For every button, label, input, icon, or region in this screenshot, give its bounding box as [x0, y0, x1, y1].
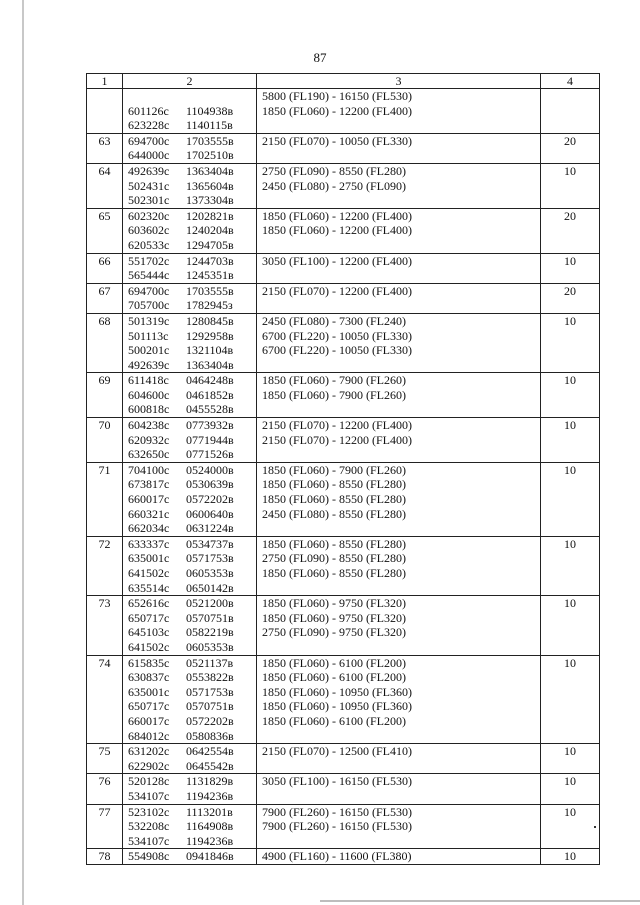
altitude-ranges-cell	[257, 163, 541, 208]
latitude-code: 601126c	[128, 103, 169, 118]
latitude-code: 641502c	[128, 566, 170, 580]
longitude-code: 0521200в	[186, 596, 234, 611]
longitude-code: 1373304в	[186, 193, 234, 208]
latitude-code: 603602c	[128, 223, 170, 238]
longitude-code: 1365604в	[186, 178, 234, 193]
longitude-code: 1702510в	[186, 148, 234, 163]
row-number	[87, 89, 123, 134]
row-number: 65	[87, 208, 123, 253]
altitude-range: 2750 (FL090) - 8550 (FL280)	[262, 163, 406, 178]
latitude-code: 501319c	[128, 313, 170, 328]
altitude-range: 1850 (FL060) - 9750 (FL320)	[262, 596, 406, 611]
altitude-ranges-cell	[257, 253, 541, 283]
point-code-line	[128, 834, 256, 849]
altitude-range: 1850 (FL060) - 8550 (FL280)	[262, 536, 406, 551]
latitude-code: 600818c	[128, 402, 170, 417]
point-codes-cell	[123, 253, 257, 283]
altitude-range: 2150 (FL070) - 12200 (FL400)	[262, 283, 412, 298]
latitude-code: 673817c	[128, 477, 170, 492]
latitude-code: 650717c	[128, 610, 170, 625]
row-value: 10	[541, 462, 600, 536]
altitude-range: 6700 (FL220) - 10050 (FL330)	[262, 328, 412, 343]
row-value: 10	[541, 596, 600, 655]
altitude-range: 1850 (FL060) - 12200 (FL400)	[262, 208, 412, 223]
latitude-code: 615835c	[128, 655, 170, 670]
longitude-code: 1245351в	[186, 268, 234, 283]
longitude-code: 0773932в	[186, 418, 234, 433]
row-number: 73	[87, 596, 123, 655]
altitude-ranges-cell	[257, 744, 541, 774]
row-number: 63	[87, 133, 123, 163]
header-col-4: 4	[541, 74, 600, 89]
row-value	[541, 89, 600, 134]
altitude-range: 1850 (FL060) - 8550 (FL280)	[262, 477, 406, 492]
point-codes-cell	[123, 462, 257, 536]
table-row	[87, 774, 600, 804]
longitude-code: 1131829в	[186, 774, 234, 789]
latitude-code: 620533c	[128, 237, 170, 252]
latitude-code: 630837c	[128, 670, 170, 685]
longitude-code: 1240204в	[186, 223, 234, 238]
altitude-ranges-cell	[257, 804, 541, 849]
latitude-code: 632650c	[128, 447, 170, 462]
point-code-line	[128, 104, 256, 119]
row-number: 78	[87, 849, 123, 865]
point-code-line	[128, 625, 256, 640]
latitude-code: 565444c	[128, 268, 170, 283]
altitude-range: 1850 (FL060) - 10950 (FL360)	[262, 684, 412, 699]
point-code-line	[128, 164, 256, 179]
longitude-code: 0605353в	[186, 639, 234, 654]
longitude-code: 1194236в	[186, 788, 234, 803]
longitude-code: 1194236в	[186, 833, 234, 848]
point-code-line	[128, 343, 256, 358]
table-row	[87, 418, 600, 463]
point-codes-cell	[123, 313, 257, 372]
point-code-line	[128, 447, 256, 462]
longitude-code: 1104938в	[186, 103, 234, 118]
point-code-line	[128, 492, 256, 507]
longitude-code: 1363404в	[186, 357, 234, 372]
point-code-line	[128, 744, 256, 759]
longitude-code: 1703555в	[186, 133, 234, 148]
route-table	[86, 73, 600, 865]
point-code-line	[128, 463, 256, 478]
longitude-code: 0582219в	[186, 625, 234, 640]
point-code-line	[128, 314, 256, 329]
row-value: 10	[541, 849, 600, 865]
latitude-code: 684012c	[128, 728, 170, 743]
table-row	[87, 804, 600, 849]
row-number: 72	[87, 536, 123, 595]
altitude-range: 1850 (FL060) - 12200 (FL400)	[262, 103, 412, 118]
latitude-code: 604600c	[128, 387, 170, 402]
altitude-ranges-cell	[257, 849, 541, 865]
point-code-line	[128, 849, 256, 864]
table-row	[87, 536, 600, 595]
longitude-code: 0605353в	[186, 566, 234, 580]
latitude-code: 520128c	[128, 774, 170, 789]
latitude-code: 501113c	[128, 328, 169, 343]
table-row	[87, 849, 600, 865]
row-number: 67	[87, 283, 123, 313]
point-code-line	[128, 388, 256, 403]
point-codes-cell	[123, 774, 257, 804]
altitude-range: 1850 (FL060) - 7900 (FL260)	[262, 387, 406, 402]
row-number: 77	[87, 804, 123, 849]
point-code-line	[128, 759, 256, 774]
longitude-code: 1321104в	[186, 343, 234, 358]
latitude-code: 551702c	[128, 253, 170, 268]
latitude-code: 492639c	[128, 357, 170, 372]
altitude-range: 2750 (FL090) - 8550 (FL280)	[262, 551, 406, 566]
point-codes-cell	[123, 744, 257, 774]
point-codes-cell	[123, 536, 257, 595]
longitude-code: 0941846в	[186, 849, 234, 864]
latitude-code: 660017c	[128, 713, 170, 728]
table-row	[87, 133, 600, 163]
header-col-3: 3	[257, 74, 541, 89]
altitude-range: 6700 (FL220) - 10050 (FL330)	[262, 343, 412, 358]
altitude-range: 1850 (FL060) - 12200 (FL400)	[262, 223, 412, 238]
longitude-code: 0572202в	[186, 713, 234, 728]
page-number: 87	[313, 50, 327, 65]
point-code-line	[128, 402, 256, 417]
altitude-range: 5800 (FL190) - 16150 (FL530)	[262, 89, 412, 103]
altitude-range: 1850 (FL060) - 6100 (FL200)	[262, 713, 406, 728]
table-row	[87, 163, 600, 208]
row-value: 10	[541, 418, 600, 463]
row-value: 20	[541, 208, 600, 253]
point-code-line	[128, 537, 256, 552]
point-code-line	[128, 148, 256, 163]
point-code-line	[128, 89, 256, 104]
longitude-code: 0455528в	[186, 402, 234, 417]
longitude-code: 1164908в	[186, 819, 234, 834]
longitude-code: 0580836в	[186, 728, 234, 743]
latitude-code: 604238c	[128, 418, 170, 433]
point-code-line	[128, 611, 256, 626]
point-codes-cell	[123, 655, 257, 744]
row-value: 10	[541, 536, 600, 595]
latitude-code: 502301c	[128, 193, 170, 208]
point-codes-cell	[123, 163, 257, 208]
latitude-code: 631202c	[128, 744, 170, 759]
longitude-code: 0553822в	[186, 670, 234, 685]
latitude-code: 523102c	[128, 804, 170, 819]
point-code-line	[128, 670, 256, 685]
table-row	[87, 655, 600, 744]
latitude-code: 611418c	[128, 373, 169, 388]
altitude-ranges-cell	[257, 655, 541, 744]
latitude-code: 534107c	[128, 833, 170, 848]
latitude-code: 652616c	[128, 596, 170, 611]
point-code-line	[128, 581, 256, 596]
longitude-code: 0570751в	[186, 610, 234, 625]
point-codes-cell	[123, 849, 257, 865]
point-codes-cell	[123, 596, 257, 655]
point-codes-cell	[123, 283, 257, 313]
point-codes-cell	[123, 418, 257, 463]
longitude-code: 0645542в	[186, 758, 234, 773]
scan-edge-left	[22, 0, 24, 905]
point-code-line	[128, 268, 256, 283]
longitude-code: 1294705в	[186, 237, 234, 252]
point-code-line	[128, 223, 256, 238]
latitude-code: 635001c	[128, 551, 170, 566]
table-row	[87, 283, 600, 313]
row-value: 10	[541, 744, 600, 774]
point-codes-cell	[123, 89, 257, 134]
point-code-line	[128, 238, 256, 253]
altitude-range: 3050 (FL100) - 12200 (FL400)	[262, 253, 412, 268]
altitude-ranges-cell	[257, 774, 541, 804]
altitude-range: 1850 (FL060) - 9750 (FL320)	[262, 610, 406, 625]
longitude-code: 1244703в	[186, 253, 234, 268]
latitude-code: 622902c	[128, 758, 170, 773]
longitude-code: 1113201в	[186, 804, 233, 819]
altitude-ranges-cell	[257, 89, 541, 134]
header-col-1: 1	[87, 74, 123, 89]
table-row	[87, 208, 600, 253]
row-number: 75	[87, 744, 123, 774]
row-number: 66	[87, 253, 123, 283]
point-code-line	[128, 209, 256, 224]
row-number: 76	[87, 774, 123, 804]
header-col-2: 2	[123, 74, 257, 89]
longitude-code: 0642554в	[186, 744, 234, 759]
longitude-code: 0600640в	[186, 506, 234, 521]
point-code-line	[128, 805, 256, 820]
altitude-range: 2150 (FL070) - 10050 (FL330)	[262, 133, 412, 148]
point-code-line	[128, 284, 256, 299]
latitude-code: 623228c	[128, 118, 170, 133]
table-row	[87, 313, 600, 372]
point-code-line	[128, 596, 256, 611]
row-value: 20	[541, 133, 600, 163]
altitude-range: 1850 (FL060) - 7900 (FL260)	[262, 462, 406, 477]
altitude-range: 1850 (FL060) - 10950 (FL360)	[262, 699, 412, 714]
latitude-code: 502431c	[128, 178, 170, 193]
point-code-line	[128, 774, 256, 789]
point-code-line	[128, 254, 256, 269]
longitude-code: 0771944в	[186, 432, 234, 447]
latitude-code: 620932c	[128, 432, 170, 447]
longitude-code: 0530639в	[186, 477, 234, 492]
altitude-ranges-cell	[257, 133, 541, 163]
stray-mark	[594, 826, 596, 828]
altitude-range: 1850 (FL060) - 6100 (FL200)	[262, 670, 406, 685]
longitude-code: 0571753в	[186, 551, 234, 566]
point-code-line	[128, 656, 256, 671]
point-code-line	[128, 685, 256, 700]
altitude-range: 3050 (FL100) - 16150 (FL530)	[262, 774, 412, 789]
altitude-range: 1850 (FL060) - 7900 (FL260)	[262, 373, 406, 388]
altitude-ranges-cell	[257, 373, 541, 418]
row-value: 10	[541, 373, 600, 418]
row-value: 20	[541, 283, 600, 313]
altitude-range: 1850 (FL060) - 8550 (FL280)	[262, 492, 406, 507]
latitude-code: 660321c	[128, 506, 170, 521]
latitude-code: 635001c	[128, 684, 170, 699]
latitude-code: 492639c	[128, 163, 170, 178]
row-value: 10	[541, 655, 600, 744]
longitude-code: 0461852в	[186, 387, 234, 402]
longitude-code: 0771526в	[186, 447, 234, 462]
table-row	[87, 462, 600, 536]
row-number: 71	[87, 462, 123, 536]
longitude-code: 1292958в	[186, 328, 234, 343]
row-number: 69	[87, 373, 123, 418]
longitude-code: 1782945з	[186, 298, 233, 313]
longitude-code: 0570751в	[186, 699, 234, 714]
longitude-code: 1202821в	[186, 208, 234, 223]
point-code-line	[128, 179, 256, 194]
longitude-code: 0572202в	[186, 492, 234, 507]
table-body	[87, 89, 600, 865]
point-code-line	[128, 551, 256, 566]
point-codes-cell	[123, 208, 257, 253]
point-code-line	[128, 507, 256, 522]
point-code-line	[128, 118, 256, 133]
row-value: 10	[541, 163, 600, 208]
altitude-range: 4900 (FL160) - 11600 (FL380)	[262, 849, 412, 864]
longitude-code: 0521137в	[186, 655, 234, 670]
point-code-line	[128, 789, 256, 804]
point-codes-cell	[123, 133, 257, 163]
latitude-code: 705700c	[128, 298, 170, 313]
row-number: 64	[87, 163, 123, 208]
row-value: 10	[541, 313, 600, 372]
point-code-line	[128, 193, 256, 208]
latitude-code: 602320c	[128, 208, 170, 223]
latitude-code: 633337c	[128, 536, 170, 551]
header-row	[87, 74, 600, 89]
latitude-code: 532208c	[128, 819, 170, 834]
latitude-code: 500201c	[128, 343, 170, 358]
altitude-range: 1850 (FL060) - 6100 (FL200)	[262, 655, 406, 670]
point-code-line	[128, 729, 256, 744]
row-value: 10	[541, 253, 600, 283]
row-number: 74	[87, 655, 123, 744]
longitude-code: 1140115в	[186, 118, 233, 133]
longitude-code: 1363404в	[186, 163, 234, 178]
altitude-range: 2750 (FL090) - 9750 (FL320)	[262, 625, 406, 640]
altitude-range: 2150 (FL070) - 12200 (FL400)	[262, 418, 412, 433]
row-number: 70	[87, 418, 123, 463]
latitude-code: 534107c	[128, 788, 170, 803]
point-code-line	[128, 819, 256, 834]
latitude-code: 635514c	[128, 580, 170, 595]
latitude-code: 554908c	[128, 849, 170, 864]
longitude-code: 0534737в	[186, 536, 234, 551]
point-code-line	[128, 699, 256, 714]
point-code-line	[128, 566, 256, 581]
longitude-code: 0524000в	[186, 462, 234, 477]
point-codes-cell	[123, 373, 257, 418]
row-number: 68	[87, 313, 123, 372]
table-row	[87, 89, 600, 134]
altitude-range: 2450 (FL080) - 7300 (FL240)	[262, 313, 406, 328]
latitude-code: 694700c	[128, 133, 170, 148]
longitude-code: 0464248в	[186, 373, 234, 388]
point-codes-cell	[123, 804, 257, 849]
point-code-line	[128, 477, 256, 492]
altitude-ranges-cell	[257, 596, 541, 655]
point-code-line	[128, 373, 256, 388]
altitude-ranges-cell	[257, 313, 541, 372]
latitude-code: 644000c	[128, 148, 170, 163]
latitude-code: 660017c	[128, 492, 170, 507]
altitude-range: 2150 (FL070) - 12500 (FL410)	[262, 744, 412, 759]
altitude-range: 7900 (FL260) - 16150 (FL530)	[262, 819, 412, 834]
point-code-line	[128, 134, 256, 149]
longitude-code: 1280845в	[186, 313, 234, 328]
longitude-code: 0650142в	[186, 580, 234, 595]
table-row	[87, 373, 600, 418]
table-row	[87, 596, 600, 655]
point-code-line	[128, 640, 256, 655]
altitude-ranges-cell	[257, 418, 541, 463]
point-code-line	[128, 714, 256, 729]
point-code-line	[128, 358, 256, 373]
latitude-code: 662034c	[128, 521, 170, 536]
longitude-code: 0631224в	[186, 521, 234, 536]
longitude-code: 0571753в	[186, 684, 234, 699]
altitude-range: 1850 (FL060) - 8550 (FL280)	[262, 566, 406, 580]
point-code-line	[128, 433, 256, 448]
point-code-line	[128, 418, 256, 433]
longitude-code: 1703555в	[186, 283, 234, 298]
altitude-ranges-cell	[257, 462, 541, 536]
altitude-ranges-cell	[257, 283, 541, 313]
point-code-line	[128, 298, 256, 313]
altitude-range: 7900 (FL260) - 16150 (FL530)	[262, 804, 412, 819]
altitude-range: 2450 (FL080) - 8550 (FL280)	[262, 506, 406, 521]
row-value: 10	[541, 804, 600, 849]
latitude-code: 704100c	[128, 462, 170, 477]
latitude-code: 645103c	[128, 625, 170, 640]
table-row	[87, 744, 600, 774]
table-row	[87, 253, 600, 283]
altitude-ranges-cell	[257, 208, 541, 253]
latitude-code: 650717c	[128, 699, 170, 714]
altitude-range: 2150 (FL070) - 12200 (FL400)	[262, 432, 412, 447]
latitude-code: 641502c	[128, 639, 170, 654]
latitude-code: 694700c	[128, 283, 170, 298]
point-code-line	[128, 329, 256, 344]
altitude-ranges-cell	[257, 536, 541, 595]
point-code-line	[128, 521, 256, 536]
scan-edge-bottom	[320, 900, 640, 902]
altitude-range: 2450 (FL080) - 2750 (FL090)	[262, 178, 406, 193]
row-value: 10	[541, 774, 600, 804]
